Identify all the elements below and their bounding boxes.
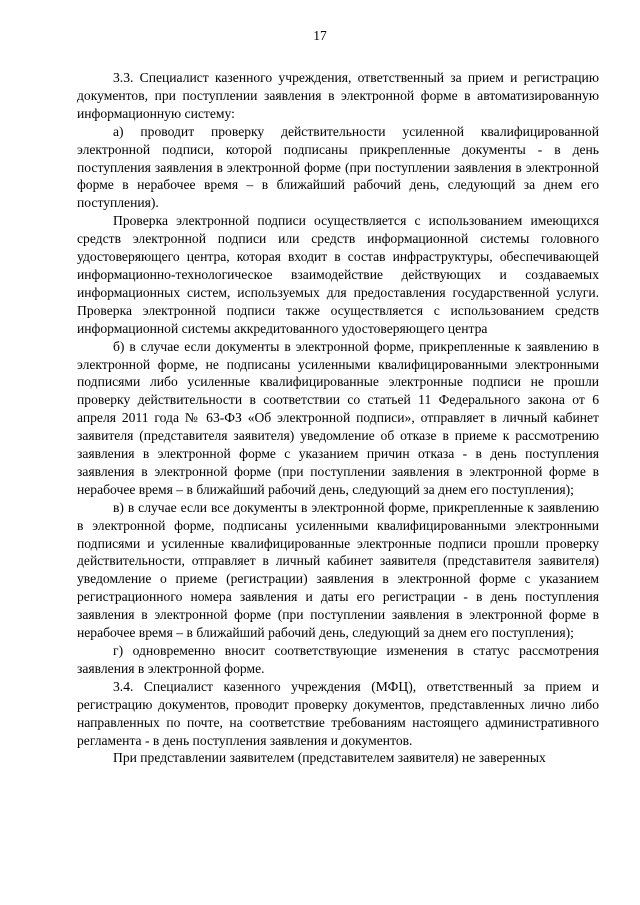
paragraph-3-3-b: б) в случае если документы в электронной форме, прикрепленные к заявлению в электронной форме, не подписаны усиленными квалифицированными электронными подписями либо усиленные квалифицированные электронные подписи не прошли проверку действительности в соответствии со статьей 11 Федерального закона от 6 апреля 2011 года № 63-ФЗ «Об электронной подписи», отправляет в личный кабинет заявителя (представителя заявителя) уведомление об отказе в приеме к рассмотрению заявления в электронной форме с указанием причин отказа - в день поступления заявления в электронной форме (при поступлении заявления в электронной форме в нерабочее время – в ближайший рабочий день, следующий за днем его поступления);	[77, 338, 599, 497]
paragraph-3-4: 3.4. Специалист казенного учреждения (МФЦ), ответственный за прием и регистрацию документов, проводит проверку документов, представленных лично либо направленных по почте, на соответствие требованиям настоящего административного регламента - в день поступления заявления и документов.	[77, 678, 599, 748]
paragraph-3-3: 3.3. Специалист казенного учреждения, ответственный за прием и регистрацию документов, при поступлении заявления в электронной форме в автоматизированную информационную систему:	[77, 70, 599, 121]
page-number: 17	[313, 28, 327, 43]
paragraph-continuation: При представлении заявителем (представителем заявителя) не заверенных	[113, 750, 546, 766]
paragraph-3-3-a: а) проводит проверку действительности усиленной квалифицированной электронной подписи, которой подписаны прикрепленные документы - в день поступления заявления в электронной форме (при поступлении заявления в электронной форме в нерабочее время – в ближайший рабочий день, следующий за днем его поступления).	[77, 123, 599, 211]
document-body	[77, 69, 599, 767]
paragraph-3-3-g: г) одновременно вносит соответствующие изменения в статус рассмотрения заявления в электронной форме.	[77, 643, 599, 676]
paragraph-signature-check: Проверка электронной подписи осуществляется с использованием имеющихся средств электронной подписи или средств информационной системы головного удостоверяющего центра, которая входит в состав инфраструктуры, обеспечивающей информационно-технологическое взаимодействие действующих и создаваемых информационных систем, используемых для предоставления государственной услуги. Проверка электронной подписи также осуществляется с использованием средств информационной системы аккредитованного удостоверяющего центра	[77, 213, 599, 336]
paragraph-3-3-v: в) в случае если все документы в электронной форме, прикрепленные к заявлению в электронной форме, подписаны усиленными квалифицированными электронными подписями и усиленные квалифицированные электронные подписи прошли проверку действительности, отправляет в личный кабинет заявителя (представителя заявителя) уведомление о приеме (регистрации) заявления в электронной форме с указанием регистрационного номера заявления и даты его регистрации - в день поступления заявления в электронной форме (при поступлении заявления в электронной форме в нерабочее время – в ближайший рабочий день, следующий за днем его поступления);	[77, 499, 599, 641]
